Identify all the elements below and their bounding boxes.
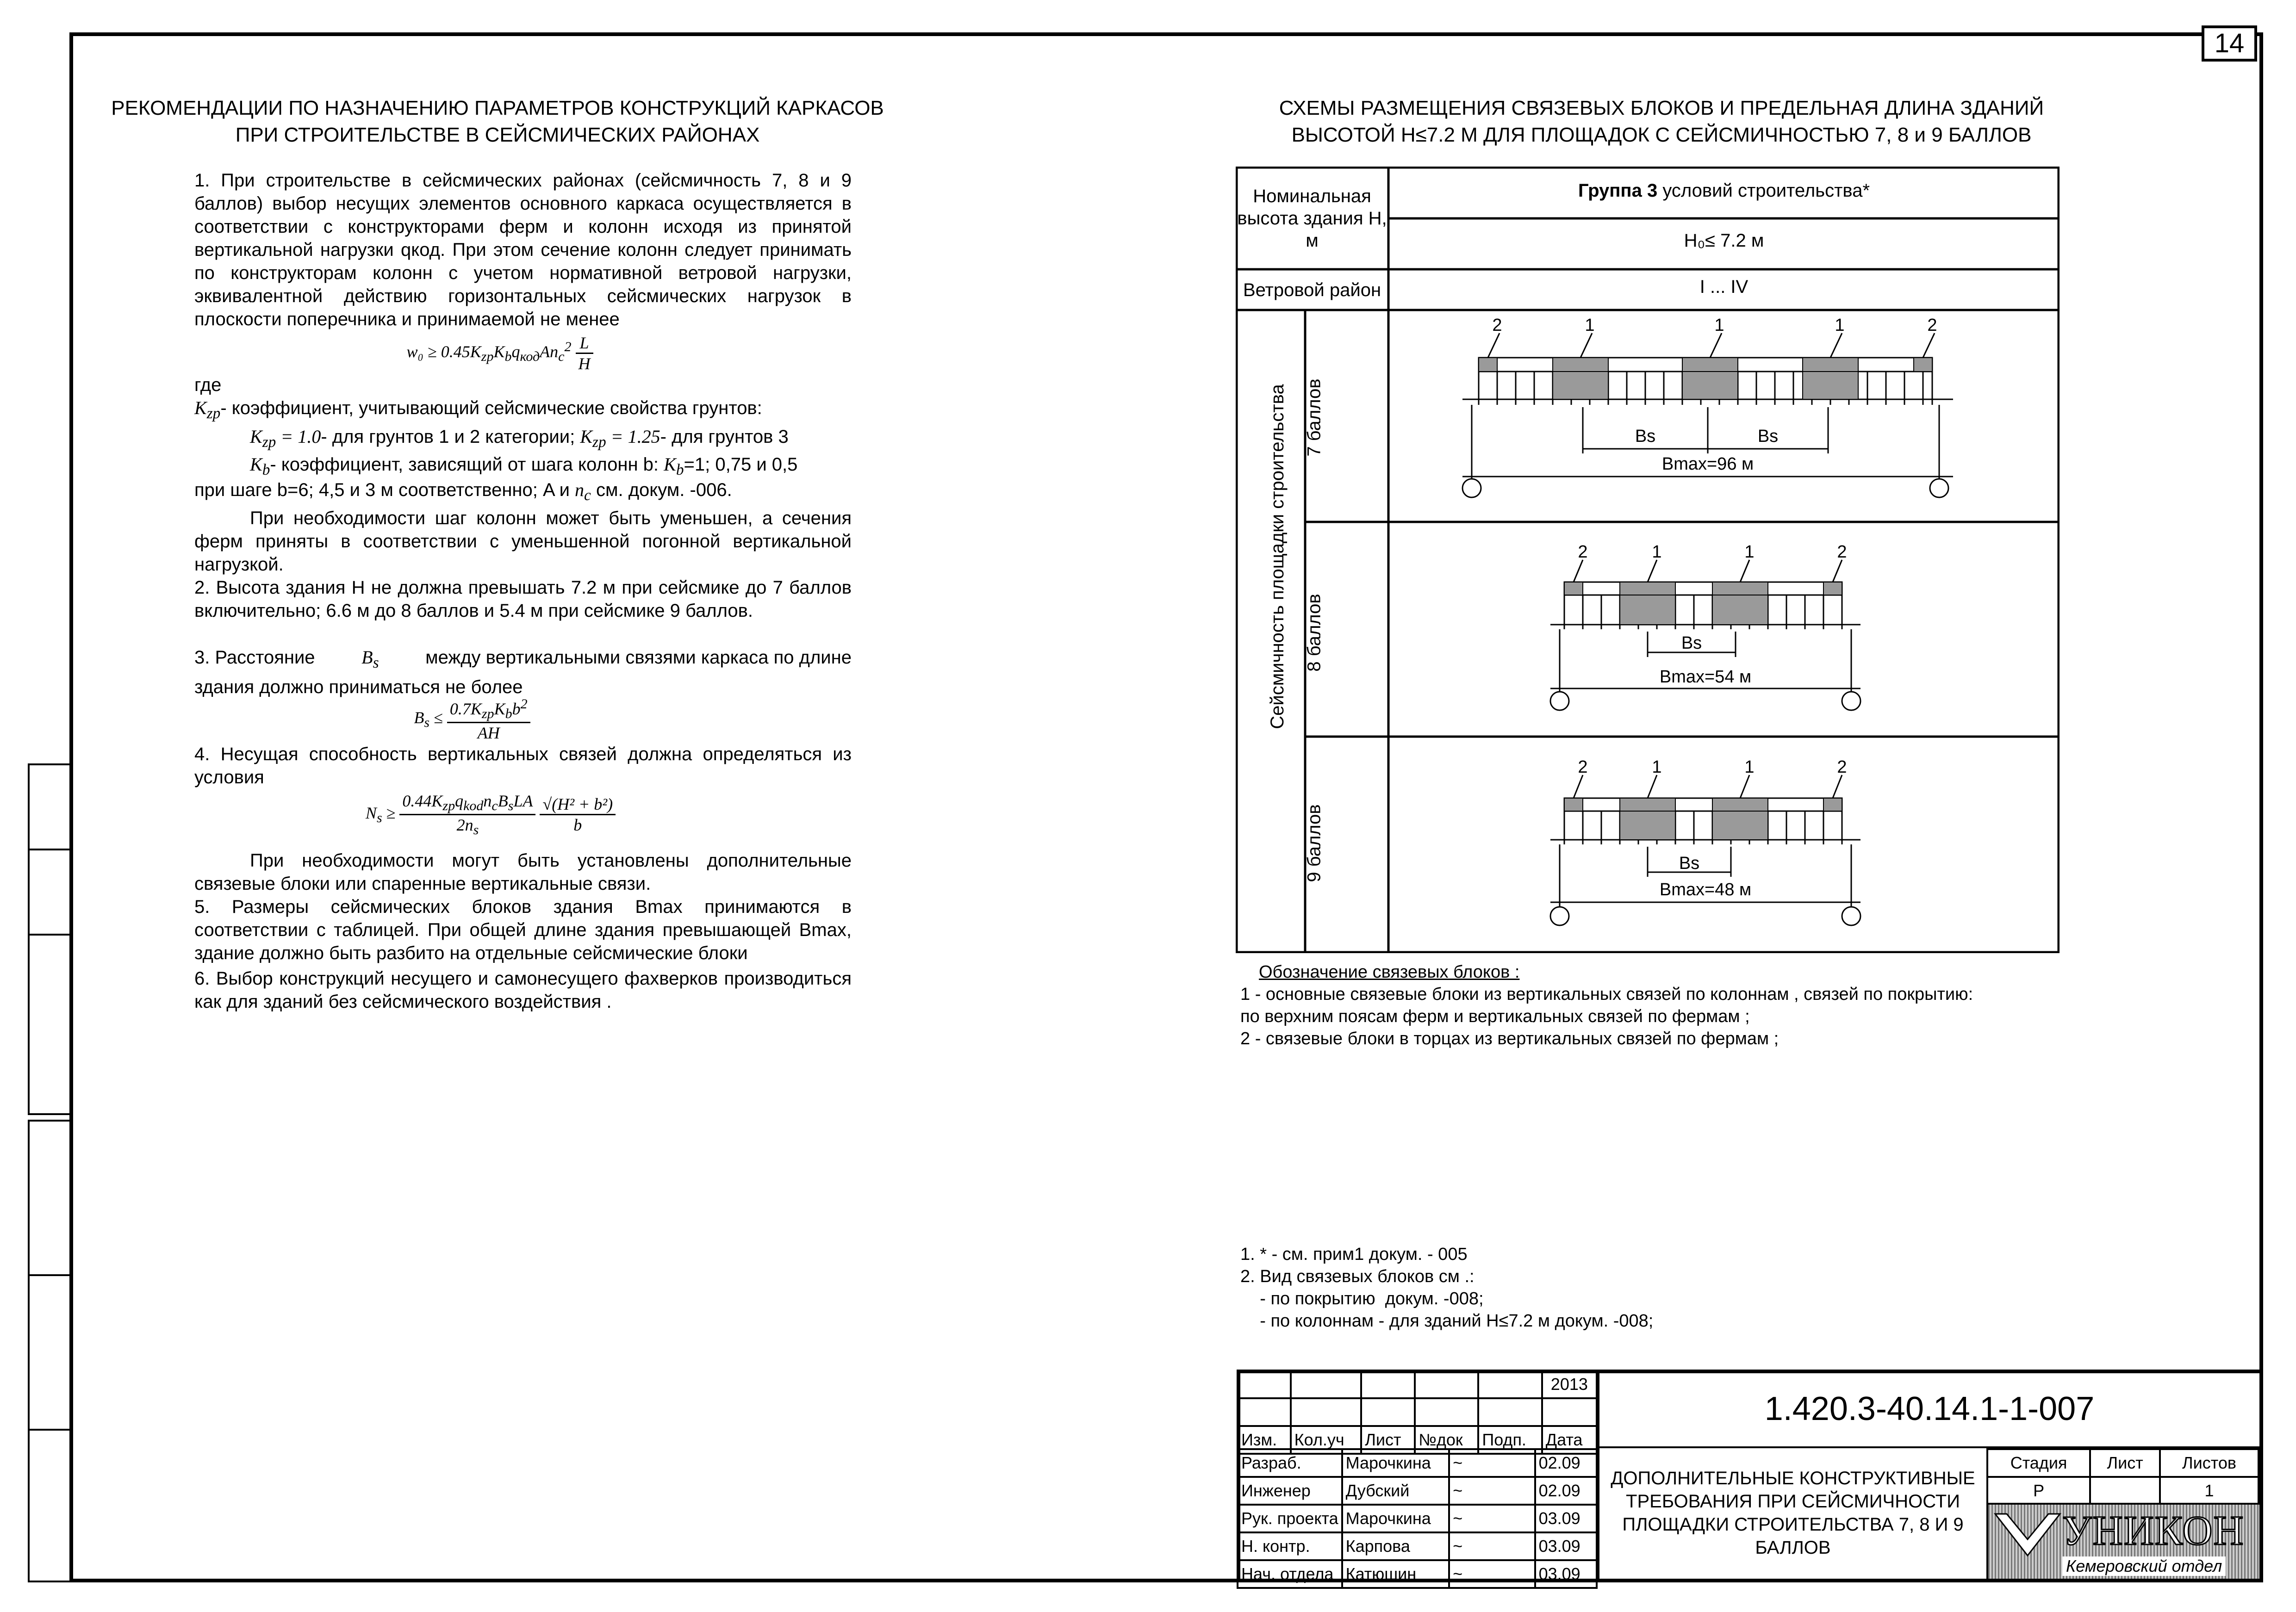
- signature: ~: [1449, 1477, 1535, 1505]
- organization-logo: [1986, 1503, 2259, 1579]
- formula-w0: $w_0 \ge 0.45K_{zp}K_bq_{код}An_c^2$ $\frac{L}{H}$: [384, 333, 616, 373]
- sheet-number: 14: [2202, 25, 2257, 62]
- header-height-value: Н₀≤ 7.2 м: [1684, 230, 1764, 251]
- mark-2: 2: [1837, 542, 1847, 562]
- stamp-person-row: Нач. отдела Катюшин ~ 03.09: [1238, 1560, 1597, 1588]
- legend-title: Обозначение связевых блоков :: [1259, 962, 1520, 982]
- paragraph-6: 6. Выбор конструкций несущего и самонесущего фахверков производиться как для зданий без сейсмического воздействия .: [194, 968, 852, 1012]
- kzp-values: $K_{zp} = 1.0-$ для грунтов 1 и 2 категории; $K_{zp} = 1.25-$ для грунтов 3: [250, 426, 789, 451]
- mark-2: 2: [1578, 542, 1588, 562]
- mark-1: 1: [1714, 316, 1724, 335]
- mark-1: 1: [1744, 757, 1755, 777]
- mark-2: 2: [1492, 316, 1502, 335]
- where-label: где: [194, 375, 222, 395]
- stamp-person-row: Инженер Дубский ~ 02.09: [1238, 1477, 1597, 1505]
- row-label-7: 7 баллов: [1304, 378, 1325, 457]
- org-department: Кемеровский отдел: [2062, 1556, 2226, 1576]
- paragraph-4: 4. Несущая способность вертикальных связей должна определяться из условия: [194, 744, 852, 787]
- signature: ~: [1449, 1505, 1535, 1532]
- mark-2: 2: [1837, 757, 1847, 777]
- note-1: 1. * - см. прим1 докум. - 005: [1240, 1245, 1468, 1264]
- bs-label: Bs: [1681, 633, 1702, 653]
- signature: ~: [1449, 1449, 1535, 1477]
- scheme-8-balls: [1541, 541, 1874, 726]
- scheme-9-balls: [1541, 754, 1874, 939]
- row-label-8: 8 баллов: [1304, 594, 1325, 672]
- stamp-year: 2013: [1542, 1370, 1597, 1398]
- mark-1: 1: [1744, 542, 1755, 562]
- note-2: 2. Вид связевых блоков см .:: [1240, 1267, 1475, 1286]
- kb-definition-2: при шаге b=6; 4,5 и 3 м соответственно; A и $n_c$ см. докум. -006.: [194, 479, 732, 504]
- formula-ns: $N_s$ ≥ $\frac{0.44K_{zp}q_{kod}n_cB_sLA}{2n_s}$ $\frac{\text{√(H² + b²)}}{b}$: [352, 791, 629, 838]
- legend-item-1-cont: по верхним поясам ферм и вертикальных связей по фермам ;: [1240, 1007, 1750, 1026]
- legend-item-1: 1 - основные связевые блоки из вертикальных связей по колоннам , связей по покрытию:: [1240, 985, 1973, 1004]
- stage-table: Стадия Лист Листов Р 1: [1986, 1448, 2259, 1506]
- document-code: 1.420.3-40.14.1-1-007: [1598, 1370, 2259, 1448]
- paragraph-2: 2. Высота здания H не должна превышать 7.2 м при сейсмике до 7 баллов включительно; 6.6 м до 8 баллов и 5.4 м при сейсмике 9 баллов.: [194, 577, 852, 621]
- mark-2: 2: [1578, 757, 1588, 777]
- paragraph-3: 3. Расстояние $B_s$ между вертикальными связями каркаса по длине здания должно приниматься не более: [194, 647, 852, 697]
- binding-strip-lower: [28, 1120, 69, 1582]
- bs-label: Bs: [1757, 427, 1779, 446]
- paragraph-extra: При необходимости могут быть установлены дополнительные связевые блоки или спаренные вертикальные связи.: [194, 850, 852, 894]
- row-label-9: 9 баллов: [1304, 804, 1325, 882]
- note-3: - по покрытию докум. -008;: [1240, 1289, 1484, 1308]
- org-name: УНИКОН: [2062, 1508, 2245, 1554]
- formula-bs: $B_s$ ≤ $\frac{0.7K_{zp}K_bb^2}{AH}$: [380, 696, 565, 743]
- paragraph-reduce: При необходимости шаг колонн может быть уменьшен, а сечения ферм приняты в соответствии с уменьшенной погонной вертикальной нагрузкой.: [194, 508, 852, 575]
- wind-region-value: I ... IV: [1699, 277, 1748, 297]
- kb-definition: $K_b-$ коэффициент, зависящий от шага колонн b: $K_b=1$; 0,75 и 0,5: [250, 454, 798, 478]
- stamp-person-row: Н. контр. Карпова ~ 03.09: [1238, 1532, 1597, 1560]
- bs-label: Bs: [1679, 854, 1700, 873]
- wind-region-label: Ветровой район: [1243, 280, 1381, 300]
- legend-item-2: 2 - связевые блоки в торцах из вертикальных связей по фермам ;: [1240, 1029, 1779, 1048]
- bmax-label: Bmax=48 м: [1659, 880, 1752, 899]
- signature: ~: [1449, 1532, 1535, 1560]
- stamp-person-row: Рук. проекта Марочкина ~ 03.09: [1238, 1505, 1597, 1532]
- stamp-person-row: Разраб. Марочкина ~ 02.09: [1238, 1449, 1597, 1477]
- paragraph-5: 5. Размеры сейсмических блоков здания Bmax принимаются в соответствии с таблицей. При общей длине здания превышающей Bmax, здание должно быть разбито на отдельные сейсмические блоки: [194, 897, 852, 963]
- logo-chevron-icon: [1993, 1509, 2062, 1560]
- mark-2: 2: [1927, 316, 1937, 335]
- mark-1: 1: [1652, 542, 1662, 562]
- scheme-7-balls: [1458, 315, 1972, 509]
- mark-1: 1: [1652, 757, 1662, 777]
- mark-1: 1: [1585, 316, 1595, 335]
- paragraph-1: 1. При строительстве в сейсмических районах (сейсмичность 7, 8 и 9 баллов) выбор несущих элементов основного каркаса осуществляется в соответствии с конструкторами ферм и колонн исходя из принятой вертикальной нагрузки qкод. При этом сечение колонн следует принимать по конструкторам колонн с учетом нормативной ветровой нагрузки, эквивалентной действию горизонтальных сейсмических нагрузок в плоскости поперечника и принимаемой не менее: [194, 170, 852, 329]
- bmax-label: Bmax=96 м: [1661, 454, 1754, 474]
- binding-strip-upper: [28, 763, 69, 1115]
- note-4: - по колоннам - для зданий Н≤7.2 м докум. -008;: [1240, 1311, 1654, 1331]
- kzp-definition: $K_{zp}-$ коэффициент, учитывающий сейсмические свойства грунтов:: [194, 397, 762, 422]
- bmax-label: Bmax=54 м: [1659, 667, 1752, 687]
- bs-label: Bs: [1635, 427, 1656, 446]
- seismicity-label: Сейсмичность площадки строительства: [1267, 384, 1288, 729]
- mark-1: 1: [1835, 316, 1845, 335]
- right-title: СХЕМЫ РАЗМЕЩЕНИЯ СВЯЗЕВЫХ БЛОКОВ И ПРЕДЕЛЬНАЯ ДЛИНА ЗДАНИЙ ВЫСОТОЙ Н≤7.2 М ДЛЯ ПЛОЩАДОК С СЕЙСМИЧНОСТЬЮ 7, 8 и 9 БАЛЛОВ: [1279, 97, 2044, 146]
- stamp-revisions-table: 2013 Изм. Кол.уч Лист №док Подп. Дата: [1237, 1370, 1598, 1455]
- document-title: ДОПОЛНИТЕЛЬНЫЕ КОНСТРУКТИВНЫЕ ТРЕБОВАНИЯ ПРИ СЕЙСМИЧНОСТИ ПЛОЩАДКИ СТРОИТЕЛЬСТВА 7, 8 И 9 БАЛЛОВ: [1598, 1448, 1986, 1579]
- header-height-label: Номинальная высота здания Н, м: [1237, 186, 1387, 251]
- header-group: Группа 3 условий строительства*: [1578, 180, 1870, 201]
- stamp-people-table: [1237, 1448, 1598, 1589]
- left-title: РЕКОМЕНДАЦИИ ПО НАЗНАЧЕНИЮ ПАРАМЕТРОВ КОНСТРУКЦИЙ КАРКАСОВ ПРИ СТРОИТЕЛЬСТВЕ В СЕЙСМИЧЕСКИХ РАЙОНАХ: [111, 97, 884, 146]
- signature: ~: [1449, 1560, 1535, 1588]
